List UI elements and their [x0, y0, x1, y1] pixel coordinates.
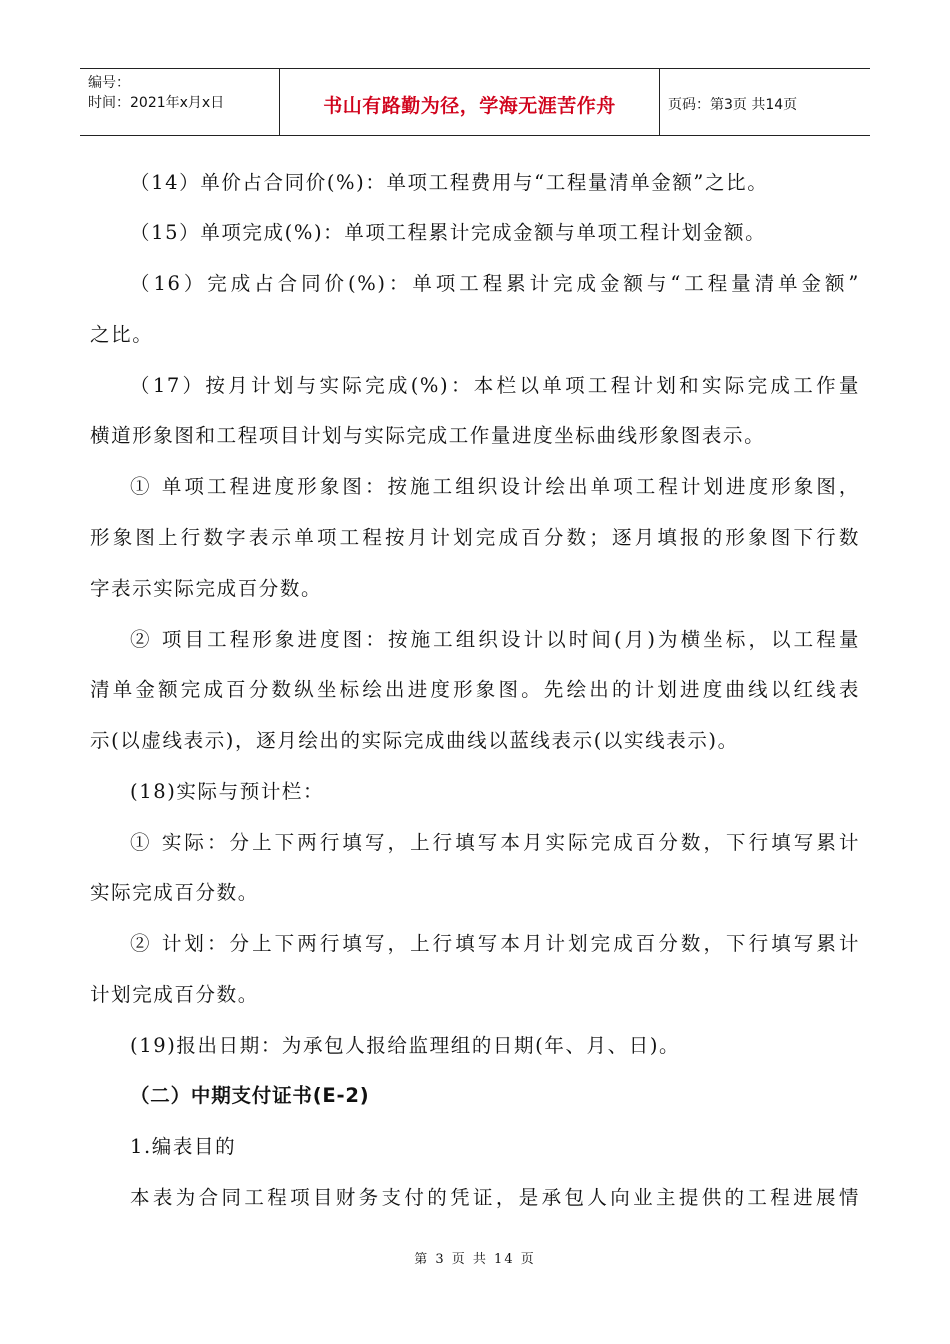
page-footer: 第 3 页 共 14 页 — [414, 1252, 536, 1267]
paragraph-line: ① 单项工程进度形象图：按施工组织设计绘出单项工程计划进度形象图， — [130, 475, 860, 498]
header-page-info: 页码：第3页 共14页 — [668, 97, 798, 113]
header-motto: 书山有路勤为径，学海无涯苦作舟 — [280, 69, 660, 135]
paragraph-line: ② 计划：分上下两行填写，上行填写本月计划完成百分数，下行填写累计 — [130, 932, 860, 955]
paragraph-line: （17）按月计划与实际完成(%)：本栏以单项工程计划和实际完成工作量 — [130, 374, 860, 397]
paragraph-line: 示(以虚线表示)，逐月绘出的实际完成曲线以蓝线表示(以实线表示)。 — [90, 729, 739, 752]
paragraph-line: (19)报出日期：为承包人报给监理组的日期(年、月、日)。 — [130, 1034, 681, 1057]
paragraph-line: （16）完成占合同价(%)：单项工程累计完成金额与“工程量清单金额” — [130, 272, 860, 295]
paragraph-line: (18)实际与预计栏： — [130, 780, 325, 803]
document-time-label: 时间：2021年x月x日 — [88, 95, 225, 111]
paragraph-line: （14）单价占合同价(%)：单项工程费用与“工程量清单金额”之比。 — [130, 171, 769, 194]
paragraph-line: 本表为合同工程项目财务支付的凭证，是承包人向业主提供的工程进展情 — [130, 1186, 860, 1209]
paragraph-line: 字表示实际完成百分数。 — [90, 577, 323, 600]
section-heading: （二）中期支付证书(E-2) — [130, 1084, 370, 1107]
paragraph-line: 清单金额完成百分数纵坐标绘出进度形象图。先绘出的计划进度曲线以红线表 — [90, 678, 860, 701]
header-meta — [80, 69, 280, 135]
page-header — [80, 68, 870, 136]
paragraph-line: 实际完成百分数。 — [90, 881, 259, 904]
paragraph-line: 横道形象图和工程项目计划与实际完成工作量进度坐标曲线形象图表示。 — [90, 424, 766, 447]
paragraph-line: ② 项目工程形象进度图：按施工组织设计以时间(月)为横坐标，以工程量 — [130, 628, 860, 651]
document-number-label: 编号： — [88, 75, 130, 91]
paragraph-line: 之比。 — [90, 323, 154, 346]
paragraph-line: （15）单项完成(%)：单项工程累计完成金额与单项工程计划金额。 — [130, 221, 767, 244]
paragraph-line: 形象图上行数字表示单项工程按月计划完成百分数；逐月填报的形象图下行数 — [90, 526, 860, 549]
subsection-heading: 1.编表目的 — [130, 1135, 237, 1158]
paragraph-line: 计划完成百分数。 — [90, 983, 259, 1006]
paragraph-line: ① 实际：分上下两行填写，上行填写本月实际完成百分数，下行填写累计 — [130, 831, 860, 854]
